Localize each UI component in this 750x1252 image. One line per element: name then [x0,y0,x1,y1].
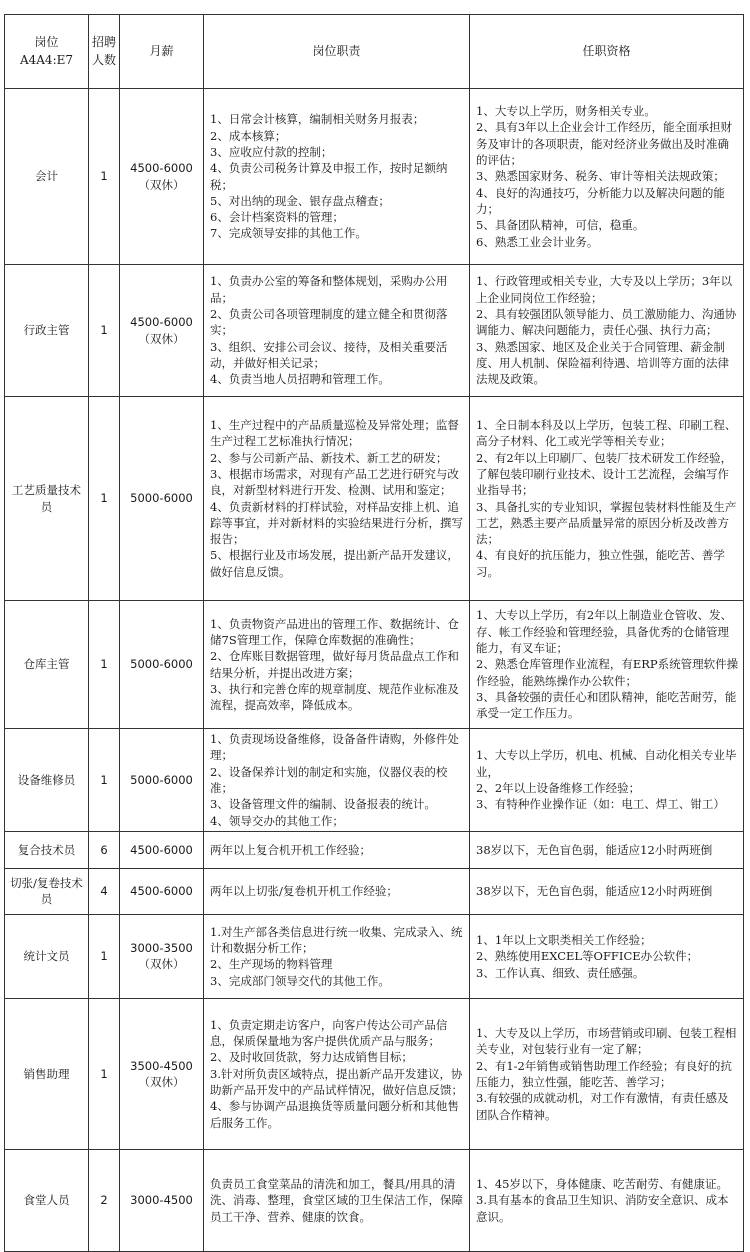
salary-range: 4500-6000 [130,315,193,330]
salary-note: （双休） [138,177,185,192]
qualification-item: 2、有1-2年销售或销售助理工作经验；有良好的抗压能力，独立性强，能吃苦、善学习； [476,1058,732,1089]
table-row [5,265,744,397]
salary-note: （双休） [138,957,185,972]
table-row [5,868,744,914]
headcount-cell: 1 [89,265,120,397]
headcount-cell: 1 [89,729,120,832]
position-cell: 会计 [5,89,89,265]
duty-item: 7、完成领导安排的其他工作。 [210,226,367,241]
duty-item: 3、组织、安排公司会议、接待，及相关重要活动，并做好相关记录； [210,339,448,370]
duty-item: 6、会计档案资料的管理； [210,210,344,225]
salary-cell [120,729,204,832]
qualification-item: 1、45岁以下，身体健康、吃苦耐劳、有健康证。 [476,1176,728,1191]
duties-cell [204,831,470,868]
duty-item: 2、参与公司新产品、新技术、新工艺的研发； [210,450,448,465]
table-header-row [5,15,744,89]
header-duties: 岗位职责 [204,15,470,89]
qualification-item: 2、有2年以上印刷厂、包装厂技术研发工作经验，了解包装印刷行业技术、设计工艺流程，会编写作业指导书； [476,450,733,498]
headcount-cell: 4 [89,868,120,914]
duty-item: 4、领导交办的其他工作； [210,813,344,828]
header-headcount: 招聘人数 [89,15,120,89]
qualification-item: 2、熟悉仓库管理作业流程，有ERP系统管理软件操作经验，能熟练操作办公软件； [476,657,739,688]
qualification-item: 1、大专及以上学历，市场营销或印刷、包装工程相关专业，对包装行业有一定了解； [476,1025,737,1057]
table-row [5,998,744,1149]
duty-item: 3、应收应付款的控制； [210,144,333,159]
position-cell: 切张/复卷技术员 [5,868,89,914]
salary-range: 4500-6000 [130,842,193,857]
duty-item: 2、成本核算； [210,128,287,143]
duty-item: 5、对出纳的现金、银存盘点稽查； [210,193,390,208]
duty-item: 4、负责当地人员招聘和管理工作。 [210,372,390,387]
job-recruitment-table [4,14,744,1252]
salary-range: 4500-6000 [130,161,193,176]
table-row [5,397,744,601]
salary-range: 4500-6000 [130,884,193,899]
duty-item: 3、执行和完善仓库的规章制度、规范作业标准及流程，提高效率，降低成本。 [210,681,459,713]
salary-range: 3000-3500 [130,941,193,956]
duties-cell [204,1149,470,1251]
qualification-item: 6、熟悉工业会计业务。 [476,234,599,249]
qualification-item: 2、具有3年以上企业会计工作经历，能全面承担财务及审计的各项职责，能对经济业务做出及时准确的评估； [476,120,733,167]
duty-item: 2、生产现场的物料管理 [210,957,333,972]
headcount-cell: 6 [89,831,120,868]
salary-note: （双休） [138,1074,185,1089]
qualification-item: 38岁以下，无色盲色弱，能适应12小时两班倒 [476,842,713,857]
salary-cell [120,1149,204,1251]
qualification-item: 3、具备较强的责任心和团队精神，能吃苦耐劳，能承受一定工作压力。 [476,689,737,721]
duty-item: 5、根据行业及市场发展，提出新产品开发建议，做好信息反馈。 [210,548,459,579]
headcount-cell: 1 [89,914,120,998]
qualification-item: 1、大专以上学历，有2年以上制造业仓管收、发、存、帐工作经验和管理经验，具备优秀的仓储管理能力，有叉车证； [476,608,733,655]
table-row [5,89,744,265]
qualification-item: 3、工作认真、细致、责任感强。 [476,965,645,980]
salary-range: 5000-6000 [130,657,193,672]
duties-cell [204,89,470,265]
duty-item: 1、负责现场设备维修，设备备件请购，外修件处理； [210,732,459,763]
qualification-item: 3、熟悉国家、地区及企业关于合同管理、薪金制度、用人机制、保险福利待遇、培训等方面的法律法规及政策。 [476,339,729,387]
duty-item: 两年以上切张/复卷机开机工作经验； [210,884,398,899]
duties-cell [204,868,470,914]
position-cell: 销售助理 [5,998,89,1149]
duties-cell [204,729,470,832]
duty-item: 4、参与协调产品退换货等质量问题分析和其他售后服务工作。 [210,1099,459,1130]
headcount-cell: 1 [89,601,120,729]
salary-range: 3000-4500 [130,1193,193,1208]
salary-cell [120,397,204,601]
position-cell: 仓库主管 [5,601,89,729]
qualification-item: 3.具有基本的食品卫生知识、消防安全意识、成本意识。 [476,1193,729,1224]
table-row [5,914,744,998]
duty-item: 1、负责定期走访客户，向客户传达公司产品信息，保质保量地为客户提供优质产品与服务； [210,1017,448,1049]
salary-cell [120,998,204,1149]
qualifications-cell [470,89,744,265]
qualification-item: 3、具备扎实的专业知识，掌握包装材料性能及生产工艺，熟悉主要产品质量异常的原因分析及改善方法； [476,499,737,547]
position-cell: 食堂人员 [5,1149,89,1251]
qualification-item: 2、具有较强团队领导能力、员工激励能力、沟通协调能力、解决问题能力，责任心强、执行力高； [476,307,737,338]
qualification-item: 4、有良好的抗压能力，独立性强，能吃苦、善学习。 [476,548,725,579]
duty-item: 3、设备管理文件的编制、设备报表的统计。 [210,797,436,812]
salary-note: （双休） [138,331,185,346]
duty-item: 2、设备保养计划的制定和实施，仪器仪表的校准； [210,764,448,795]
salary-cell [120,831,204,868]
table-row [5,729,744,832]
position-cell: 行政主管 [5,265,89,397]
qualification-item: 3.有较强的成就动机，对工作有激情，有责任感及团队合作精神。 [476,1091,729,1122]
duty-item: 4、负责新材料的打样试验，对样品安排上机、追踪等事宜，并对新材料的实验结果进行分析，撰写报告； [210,499,463,547]
position-cell: 复合技术员 [5,831,89,868]
duty-item: 3.针对所负责区域特点，提出新产品开发建议，协助新产品开发中的产品试样情况，做好信息反馈； [210,1066,463,1098]
duty-item: 两年以上复合机开机工作经验； [210,842,371,857]
duty-item: 1.对生产部各类信息进行统一收集、完成录入、统计和数据分析工作； [210,924,463,956]
salary-cell [120,868,204,914]
qualification-item: 1、大专以上学历，机电、机械、自动化相关专业毕业， [476,748,737,779]
salary-cell [120,601,204,729]
qualification-item: 5、具备团队精神，可信，稳重。 [476,218,645,233]
qualifications-cell [470,265,744,397]
position-cell: 统计文员 [5,914,89,998]
duty-item: 1、生产过程中的产品质量巡检及异常处理；监督生产过程工艺标准执行情况； [210,417,459,449]
salary-cell [120,265,204,397]
headcount-cell: 2 [89,1149,120,1251]
qualifications-cell [470,397,744,601]
qualifications-cell [470,831,744,868]
duty-item: 1、负责物资产品进出的管理工作、数据统计、仓储7S管理工作，保障仓库数据的准确性； [210,616,459,647]
qualifications-cell [470,1149,744,1251]
qualification-item: 1、大专以上学历，财务相关专业。 [476,104,656,119]
headcount-cell: 1 [89,89,120,265]
qualification-item: 2、2年以上设备维修工作经验； [476,780,641,795]
duty-item: 1、日常会计核算，编制相关财务月报表； [210,112,425,127]
duty-item: 2、及时收回货款，努力达成销售目标； [210,1050,413,1065]
duty-item: 2、负责公司各项管理制度的建立健全和贯彻落实； [210,307,448,338]
qualification-item: 3、熟悉国家财务、税务、审计等相关法规政策； [476,169,725,184]
salary-cell [120,89,204,265]
qualifications-cell [470,998,744,1149]
qualification-item: 1、全日制本科及以上学历，包装工程、印刷工程、高分子材料、化工或光学等相关专业； [476,417,737,449]
duties-cell [204,914,470,998]
qualification-item: 38岁以下，无色盲色弱，能适应12小时两班倒 [476,884,713,899]
qualification-item: 1、行政管理或相关专业，大专及以上学历；3年以上企业同岗位工作经验； [476,274,733,305]
header-salary: 月薪 [120,15,204,89]
headcount-cell: 1 [89,397,120,601]
header-position: 岗位A4A4:E7 [5,15,89,89]
duties-cell [204,265,470,397]
duty-item: 3、完成部门领导交代的其他工作。 [210,973,390,988]
salary-range: 5000-6000 [130,772,193,787]
duties-cell [204,397,470,601]
qualifications-cell [470,868,744,914]
duty-item: 3、根据市场需求，对现有产品工艺进行研究与改良，对新型材料进行开发、检测、试用和鉴定； [210,466,459,498]
qualification-item: 4、良好的沟通技巧，分析能力以及解决问题的能力； [476,185,725,216]
duty-item: 2、仓库账目数据管理，做好每月货品盘点工作和结果分析，并提出改进方案； [210,649,459,680]
qualifications-cell [470,601,744,729]
header-qualifications: 任职资格 [470,15,744,89]
position-cell: 设备维修员 [5,729,89,832]
qualification-item: 2、熟练使用EXCEL等OFFICE办公软件； [476,949,699,964]
salary-cell [120,914,204,998]
table-row [5,1149,744,1251]
salary-range: 5000-6000 [130,491,193,506]
duty-item: 负责员工食堂菜品的清洗和加工，餐具/用具的清洗、消毒、整理，食堂区域的卫生保洁工作，保障员工干净、营养、健康的饮食。 [210,1176,463,1224]
position-cell: 工艺质量技术员 [5,397,89,601]
qualifications-cell [470,729,744,832]
salary-range: 3500-4500 [130,1058,193,1073]
duty-item: 4、负责公司税务计算及申报工作，按时足额纳税； [210,161,448,192]
headcount-cell: 1 [89,998,120,1149]
qualification-item: 3、有特种作业操作证（如：电工、焊工、钳工） [476,797,725,812]
duties-cell [204,998,470,1149]
table-row [5,601,744,729]
qualification-item: 1、1年以上文职类相关工作经验； [476,932,652,947]
qualifications-cell [470,914,744,998]
table-row [5,831,744,868]
duties-cell [204,601,470,729]
duty-item: 1、负责办公室的筹备和整体规划，采购办公用品； [210,274,448,305]
